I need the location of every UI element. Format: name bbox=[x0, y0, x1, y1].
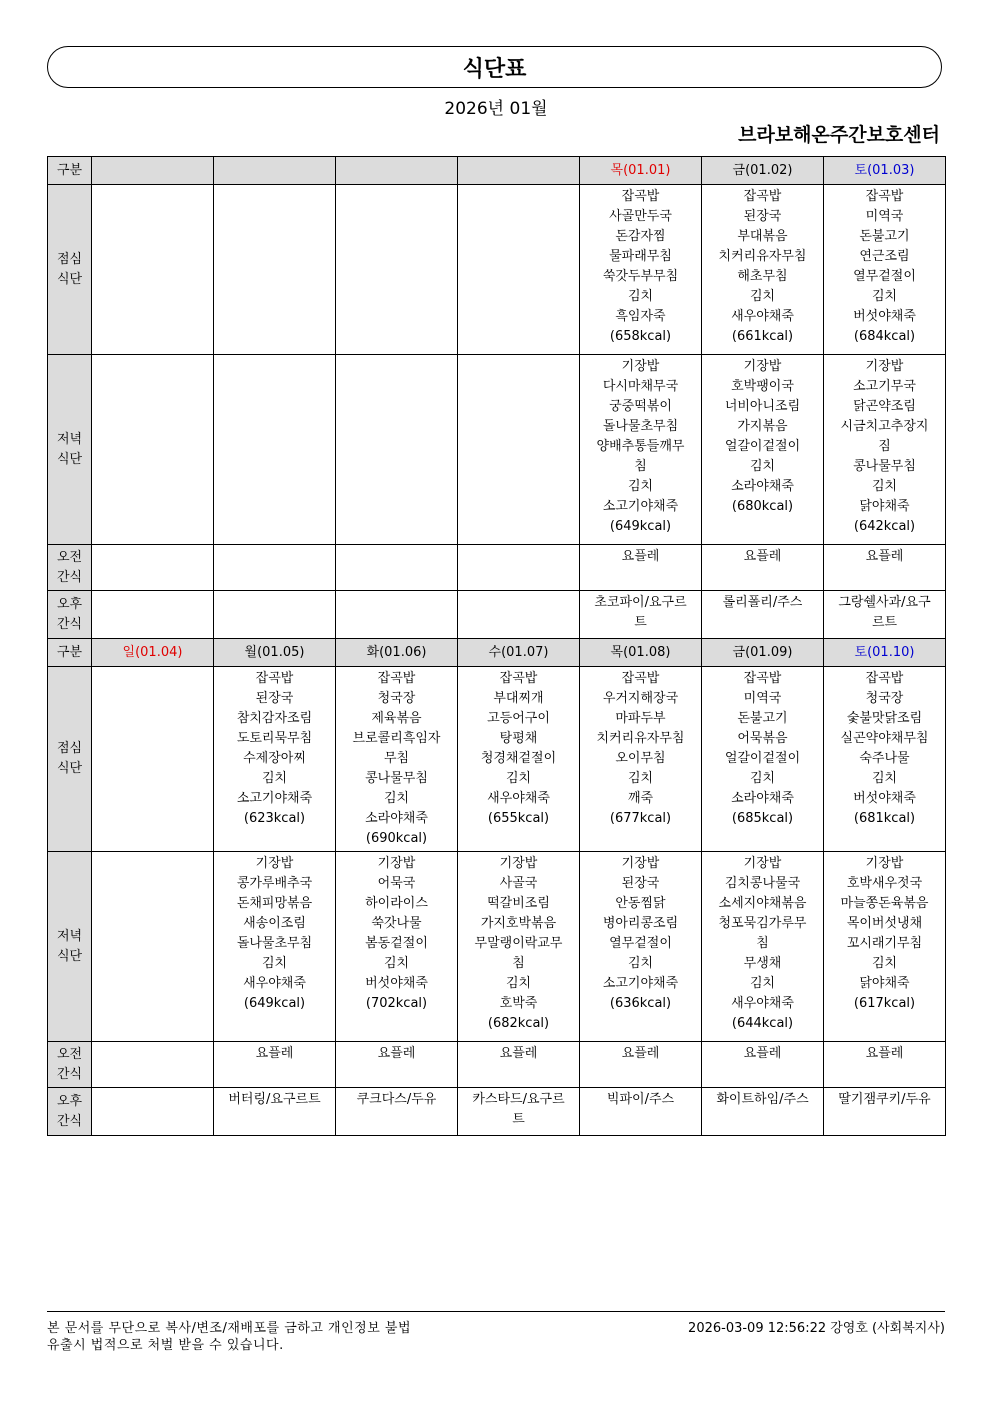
menu-cell bbox=[458, 355, 580, 545]
menu-item: 침 bbox=[634, 459, 647, 474]
menu-cell bbox=[458, 667, 580, 852]
menu-item: 무침 bbox=[383, 751, 410, 766]
menu-item: (702kcal) bbox=[365, 996, 428, 1011]
menu-item: 연근조림 bbox=[859, 249, 910, 264]
menu-item: 잡곡밥 bbox=[865, 189, 904, 204]
menu-item: 가지볶음 bbox=[737, 419, 788, 434]
menu-item: 얼갈이겉절이 bbox=[724, 751, 801, 766]
menu-cell bbox=[702, 1088, 824, 1136]
menu-cell bbox=[702, 852, 824, 1042]
menu-item: 김치 bbox=[749, 289, 776, 304]
menu-item: 잡곡밥 bbox=[743, 671, 782, 686]
menu-item: 김치 bbox=[627, 479, 654, 494]
menu-item: 잡곡밥 bbox=[499, 671, 538, 686]
menu-cell bbox=[702, 355, 824, 545]
menu-item: 잡곡밥 bbox=[255, 671, 294, 686]
menu-cell bbox=[92, 667, 214, 852]
menu-item: 요플레 bbox=[865, 549, 904, 564]
menu-cell bbox=[824, 852, 946, 1042]
menu-item: 물파래무침 bbox=[609, 249, 672, 264]
menu-item: 김치 bbox=[749, 459, 776, 474]
menu-item: 그랑쉘사과/요구 bbox=[838, 595, 931, 610]
menu-item: 가지호박볶음 bbox=[480, 916, 557, 931]
menu-table-body bbox=[48, 157, 946, 1136]
row-label-line: 점심 bbox=[56, 251, 83, 267]
menu-item: 우거지해장국 bbox=[602, 691, 679, 706]
menu-item: 빅파이/주스 bbox=[606, 1092, 675, 1107]
menu-cell bbox=[702, 591, 824, 639]
menu-item: 어묵볶음 bbox=[737, 731, 788, 746]
day-header: 금(01.09) bbox=[702, 639, 824, 667]
menu-item: 새우야채죽 bbox=[243, 976, 306, 991]
menu-item: 닭야채죽 bbox=[859, 499, 910, 514]
menu-item: 버터링/요구르트 bbox=[228, 1092, 321, 1107]
footer-timestamp: 2026-03-09 12:56:22 강영호 (사회복지사) bbox=[688, 1321, 945, 1336]
menu-cell bbox=[214, 1042, 336, 1088]
row-label-line: 간식 bbox=[56, 1113, 83, 1129]
menu-item: 닭야채죽 bbox=[859, 976, 910, 991]
lunch-row bbox=[48, 185, 946, 355]
menu-item: 새우야채죽 bbox=[487, 791, 550, 806]
menu-cell bbox=[702, 185, 824, 355]
am-snack-row bbox=[48, 545, 946, 591]
day-header bbox=[92, 157, 214, 185]
menu-item: 김치 bbox=[627, 289, 654, 304]
menu-cell bbox=[580, 185, 702, 355]
menu-cell bbox=[214, 591, 336, 639]
menu-item: 미역국 bbox=[743, 691, 782, 706]
menu-item: 돈불고기 bbox=[859, 229, 910, 244]
row-label-line: 오전 bbox=[56, 549, 83, 565]
menu-cell bbox=[336, 545, 458, 591]
menu-item: 된장국 bbox=[255, 691, 294, 706]
menu-item: 무말랭이락교무 bbox=[474, 936, 563, 951]
menu-item: 침 bbox=[756, 936, 769, 951]
menu-item: 숙주나물 bbox=[859, 751, 910, 766]
menu-item: 무생채 bbox=[743, 956, 782, 971]
menu-item: 기장밥 bbox=[621, 856, 660, 871]
menu-item: (649kcal) bbox=[609, 519, 672, 534]
menu-item: (661kcal) bbox=[731, 329, 794, 344]
menu-item: 새우야채죽 bbox=[731, 309, 794, 324]
dinner-label bbox=[48, 355, 92, 545]
menu-item: 된장국 bbox=[743, 209, 782, 224]
menu-item: (636kcal) bbox=[609, 996, 672, 1011]
menu-item: 떡갈비조림 bbox=[487, 896, 550, 911]
day-header bbox=[214, 157, 336, 185]
menu-item: 도토리묵무침 bbox=[236, 731, 313, 746]
menu-item: 기장밥 bbox=[865, 359, 904, 374]
menu-item: 하이라이스 bbox=[365, 896, 428, 911]
footer-notice-line: 유출시 법적으로 처벌 받을 수 있습니다. bbox=[47, 1338, 284, 1353]
menu-item: 르트 bbox=[871, 615, 898, 630]
menu-item: 청경채겉절이 bbox=[480, 751, 557, 766]
menu-item: (682kcal) bbox=[487, 1016, 550, 1031]
menu-item: 버섯야채죽 bbox=[365, 976, 428, 991]
menu-cell bbox=[458, 1088, 580, 1136]
row-label-line: 오전 bbox=[56, 1046, 83, 1062]
pm-snack-row bbox=[48, 1088, 946, 1136]
menu-item: 잡곡밥 bbox=[621, 671, 660, 686]
menu-cell bbox=[458, 545, 580, 591]
dinner-row bbox=[48, 355, 946, 545]
menu-item: 깨죽 bbox=[627, 791, 654, 806]
menu-item: 김치 bbox=[505, 976, 532, 991]
menu-item: 꼬시래기무침 bbox=[846, 936, 923, 951]
menu-item: 시금치고추장지 bbox=[840, 419, 929, 434]
menu-item: 기장밥 bbox=[499, 856, 538, 871]
day-header-row bbox=[48, 157, 946, 185]
menu-item: 침 bbox=[512, 956, 525, 971]
menu-item: 돌나물초무침 bbox=[602, 419, 679, 434]
menu-item: (684kcal) bbox=[853, 329, 916, 344]
menu-item: 소고기무국 bbox=[853, 379, 916, 394]
menu-item: 요플레 bbox=[255, 1046, 294, 1061]
menu-cell bbox=[214, 667, 336, 852]
menu-item: 흑임자죽 bbox=[615, 309, 666, 324]
menu-cell bbox=[458, 591, 580, 639]
menu-cell bbox=[824, 355, 946, 545]
menu-cell bbox=[580, 591, 702, 639]
day-header: 목(01.01) bbox=[580, 157, 702, 185]
day-header: 일(01.04) bbox=[92, 639, 214, 667]
menu-cell bbox=[336, 852, 458, 1042]
menu-item: 어묵국 bbox=[377, 876, 416, 891]
menu-item: 소라야채죽 bbox=[731, 479, 794, 494]
footer-divider bbox=[47, 1311, 945, 1312]
menu-item: 청포묵김가루무 bbox=[718, 916, 807, 931]
menu-item: 트 bbox=[512, 1112, 525, 1127]
menu-item: (681kcal) bbox=[853, 811, 916, 826]
menu-item: 마늘쫑돈육볶음 bbox=[840, 896, 929, 911]
menu-cell bbox=[336, 1088, 458, 1136]
menu-cell bbox=[336, 185, 458, 355]
menu-item: 고등어구이 bbox=[487, 711, 550, 726]
menu-cell bbox=[214, 185, 336, 355]
day-header: 화(01.06) bbox=[336, 639, 458, 667]
gubun-label: 구분 bbox=[48, 157, 92, 185]
menu-cell bbox=[92, 1042, 214, 1088]
menu-item: 요플레 bbox=[743, 549, 782, 564]
menu-item: 새우야채죽 bbox=[731, 996, 794, 1011]
day-header: 수(01.07) bbox=[458, 639, 580, 667]
menu-item: 병아리콩조림 bbox=[602, 916, 679, 931]
menu-item: 제육볶음 bbox=[371, 711, 422, 726]
menu-cell bbox=[824, 667, 946, 852]
menu-item: 소고기야채죽 bbox=[602, 976, 679, 991]
menu-item: 소세지야채볶음 bbox=[718, 896, 807, 911]
menu-item: 호박팽이국 bbox=[731, 379, 794, 394]
menu-item: 김치 bbox=[627, 956, 654, 971]
menu-cell bbox=[824, 591, 946, 639]
menu-item: (623kcal) bbox=[243, 811, 306, 826]
menu-item: (685kcal) bbox=[731, 811, 794, 826]
dinner-label bbox=[48, 852, 92, 1042]
menu-cell bbox=[214, 545, 336, 591]
menu-item: 목이버섯냉채 bbox=[846, 916, 923, 931]
menu-item: 요플레 bbox=[377, 1046, 416, 1061]
menu-item: 콩나물무침 bbox=[365, 771, 428, 786]
menu-item: 초코파이/요구르 bbox=[594, 595, 687, 610]
lunch-label bbox=[48, 667, 92, 852]
menu-cell bbox=[92, 1088, 214, 1136]
menu-item: 요플레 bbox=[621, 1046, 660, 1061]
day-header: 금(01.02) bbox=[702, 157, 824, 185]
menu-item: (680kcal) bbox=[731, 499, 794, 514]
menu-item: 버섯야채죽 bbox=[853, 791, 916, 806]
menu-item: 기장밥 bbox=[743, 856, 782, 871]
menu-item: 잡곡밥 bbox=[743, 189, 782, 204]
menu-item: 김치 bbox=[261, 771, 288, 786]
menu-item: 잡곡밥 bbox=[621, 189, 660, 204]
menu-item: 사골국 bbox=[499, 876, 538, 891]
menu-item: 쑥갓나물 bbox=[371, 916, 422, 931]
menu-item: 잡곡밥 bbox=[865, 671, 904, 686]
menu-item: 요플레 bbox=[621, 549, 660, 564]
menu-item: 기장밥 bbox=[865, 856, 904, 871]
center-name: 브라보해온주간보호센터 bbox=[738, 124, 940, 146]
menu-item: 열무겉절이 bbox=[609, 936, 672, 951]
menu-cell bbox=[92, 852, 214, 1042]
menu-item: 김치 bbox=[871, 956, 898, 971]
row-label-line: 저녁 bbox=[56, 431, 83, 447]
menu-item: 닭곤약조림 bbox=[853, 399, 916, 414]
menu-item: 요플레 bbox=[743, 1046, 782, 1061]
menu-item: 탕평채 bbox=[499, 731, 538, 746]
menu-item: 돈불고기 bbox=[737, 711, 788, 726]
menu-item: 짐 bbox=[878, 439, 891, 454]
row-label-line: 저녁 bbox=[56, 928, 83, 944]
menu-cell bbox=[580, 852, 702, 1042]
menu-item: 김치 bbox=[505, 771, 532, 786]
menu-cell bbox=[92, 355, 214, 545]
menu-item: 청국장 bbox=[865, 691, 904, 706]
menu-item: 브로콜리흑임자 bbox=[352, 731, 441, 746]
menu-item: 오이무침 bbox=[615, 751, 666, 766]
menu-cell bbox=[580, 545, 702, 591]
menu-item: 참치감자조림 bbox=[236, 711, 313, 726]
menu-cell bbox=[824, 185, 946, 355]
am-snack-label bbox=[48, 545, 92, 591]
menu-item: 카스타드/요구르 bbox=[472, 1092, 565, 1107]
menu-item: 김치 bbox=[871, 289, 898, 304]
menu-item: 소라야채죽 bbox=[731, 791, 794, 806]
dinner-row bbox=[48, 852, 946, 1042]
menu-item: 김치 bbox=[749, 976, 776, 991]
day-header: 토(01.10) bbox=[824, 639, 946, 667]
menu-item: 수제장아찌 bbox=[243, 751, 306, 766]
menu-item: 너비아니조림 bbox=[724, 399, 801, 414]
day-header: 목(01.08) bbox=[580, 639, 702, 667]
menu-item: 양배추통들깨무 bbox=[596, 439, 685, 454]
menu-item: 김치 bbox=[261, 956, 288, 971]
menu-item: 된장국 bbox=[621, 876, 660, 891]
am-snack-label bbox=[48, 1042, 92, 1088]
gubun-label: 구분 bbox=[48, 639, 92, 667]
menu-cell bbox=[702, 1042, 824, 1088]
am-snack-row bbox=[48, 1042, 946, 1088]
menu-cell bbox=[458, 1042, 580, 1088]
document-title bbox=[47, 46, 942, 88]
row-label-line: 식단 bbox=[56, 451, 83, 467]
menu-cell bbox=[580, 1042, 702, 1088]
menu-item: 기장밥 bbox=[377, 856, 416, 871]
menu-table bbox=[47, 156, 946, 1136]
row-label-line: 식단 bbox=[56, 271, 83, 287]
menu-cell bbox=[580, 1088, 702, 1136]
menu-item: 궁중떡볶이 bbox=[609, 399, 672, 414]
menu-item: 기장밥 bbox=[621, 359, 660, 374]
menu-item: 김치 bbox=[749, 771, 776, 786]
menu-item: 실곤약야채무침 bbox=[840, 731, 929, 746]
lunch-row bbox=[48, 667, 946, 852]
menu-item: 요플레 bbox=[499, 1046, 538, 1061]
menu-item: 숯불맛닭조림 bbox=[846, 711, 923, 726]
menu-item: (644kcal) bbox=[731, 1016, 794, 1031]
menu-item: 소고기야채죽 bbox=[602, 499, 679, 514]
menu-item: 호박죽 bbox=[499, 996, 538, 1011]
document-title-text: 식단표 bbox=[462, 56, 527, 82]
menu-item: (658kcal) bbox=[609, 329, 672, 344]
menu-item: 부대볶음 bbox=[737, 229, 788, 244]
menu-item: 버섯야채죽 bbox=[853, 309, 916, 324]
day-header-row bbox=[48, 639, 946, 667]
menu-item: 트 bbox=[634, 615, 647, 630]
menu-item: 얼갈이겉절이 bbox=[724, 439, 801, 454]
footer-notice-line: 본 문서를 무단으로 복사/변조/재배포를 금하고 개인정보 불법 bbox=[47, 1321, 412, 1336]
menu-item: 콩나물무침 bbox=[853, 459, 916, 474]
row-label-line: 식단 bbox=[56, 761, 83, 776]
menu-item: (649kcal) bbox=[243, 996, 306, 1011]
menu-cell bbox=[92, 185, 214, 355]
menu-item: 치커리유자무침 bbox=[718, 249, 807, 264]
menu-item: 돈채피망볶음 bbox=[236, 896, 313, 911]
menu-item: 청국장 bbox=[377, 691, 416, 706]
menu-cell bbox=[580, 667, 702, 852]
row-label-line: 식단 bbox=[56, 948, 83, 964]
lunch-label bbox=[48, 185, 92, 355]
menu-item: 기장밥 bbox=[743, 359, 782, 374]
menu-item: 쑥갓두부무침 bbox=[602, 269, 679, 284]
menu-cell bbox=[214, 1088, 336, 1136]
menu-cell bbox=[824, 1088, 946, 1136]
menu-cell bbox=[336, 1042, 458, 1088]
day-header: 월(01.05) bbox=[214, 639, 336, 667]
menu-item: (655kcal) bbox=[487, 811, 550, 826]
menu-item: 김치콩나물국 bbox=[724, 876, 801, 891]
menu-item: 잡곡밥 bbox=[377, 671, 416, 686]
menu-cell bbox=[92, 545, 214, 591]
menu-cell bbox=[336, 591, 458, 639]
menu-cell bbox=[824, 1042, 946, 1088]
menu-item: 김치 bbox=[383, 791, 410, 806]
menu-item: 기장밥 bbox=[255, 856, 294, 871]
menu-item: 소고기야채죽 bbox=[236, 791, 313, 806]
pm-snack-label bbox=[48, 591, 92, 639]
menu-item: 미역국 bbox=[865, 209, 904, 224]
menu-item: 마파두부 bbox=[615, 711, 666, 726]
menu-item: 호박새우젓국 bbox=[846, 876, 923, 891]
day-header bbox=[336, 157, 458, 185]
day-header bbox=[458, 157, 580, 185]
menu-item: (642kcal) bbox=[853, 519, 916, 534]
menu-cell bbox=[458, 185, 580, 355]
menu-cell bbox=[214, 852, 336, 1042]
menu-item: 화이트하임/주스 bbox=[716, 1092, 809, 1107]
menu-item: 봄동겉절이 bbox=[365, 936, 428, 951]
menu-cell bbox=[336, 355, 458, 545]
pm-snack-label bbox=[48, 1088, 92, 1136]
menu-cell bbox=[580, 355, 702, 545]
menu-cell bbox=[702, 545, 824, 591]
menu-item: 해초무침 bbox=[737, 269, 788, 284]
menu-cell bbox=[702, 667, 824, 852]
menu-item: 롤리폴리/주스 bbox=[722, 595, 803, 610]
menu-cell bbox=[336, 667, 458, 852]
menu-item: 쿠크다스/두유 bbox=[356, 1092, 437, 1107]
menu-item: (677kcal) bbox=[609, 811, 672, 826]
menu-item: (690kcal) bbox=[365, 831, 428, 846]
menu-item: 다시마채무국 bbox=[602, 379, 679, 394]
menu-item: 김치 bbox=[871, 479, 898, 494]
row-label-line: 간식 bbox=[56, 1066, 83, 1082]
menu-item: 돈감자찜 bbox=[615, 229, 666, 244]
menu-cell bbox=[92, 591, 214, 639]
month-label: 2026년 01월 bbox=[444, 99, 548, 119]
menu-item: 요플레 bbox=[865, 1046, 904, 1061]
menu-item: 김치 bbox=[383, 956, 410, 971]
row-label-line: 간식 bbox=[56, 616, 83, 632]
menu-item: 사골만두국 bbox=[609, 209, 672, 224]
menu-item: (617kcal) bbox=[853, 996, 916, 1011]
pm-snack-row bbox=[48, 591, 946, 639]
row-label-line: 오후 bbox=[56, 596, 83, 612]
menu-item: 치커리유자무침 bbox=[596, 731, 685, 746]
menu-cell bbox=[458, 852, 580, 1042]
menu-item: 소라야채죽 bbox=[365, 811, 428, 826]
day-header: 토(01.03) bbox=[824, 157, 946, 185]
menu-item: 안동찜닭 bbox=[615, 896, 666, 911]
menu-cell bbox=[214, 355, 336, 545]
row-label-line: 간식 bbox=[56, 569, 83, 585]
menu-item: 콩가루배추국 bbox=[236, 876, 313, 891]
menu-cell bbox=[824, 545, 946, 591]
footer-notice bbox=[47, 1320, 411, 1354]
row-label-line: 점심 bbox=[56, 741, 83, 756]
row-label-line: 오후 bbox=[56, 1093, 83, 1109]
menu-item: 열무겉절이 bbox=[853, 269, 916, 284]
menu-item: 딸기잼쿠키/두유 bbox=[838, 1092, 931, 1107]
menu-item: 돌나물초무침 bbox=[236, 936, 313, 951]
menu-item: 김치 bbox=[627, 771, 654, 786]
menu-item: 새송이조림 bbox=[243, 916, 306, 931]
menu-item: 부대찌개 bbox=[493, 691, 544, 706]
menu-item: 김치 bbox=[871, 771, 898, 786]
